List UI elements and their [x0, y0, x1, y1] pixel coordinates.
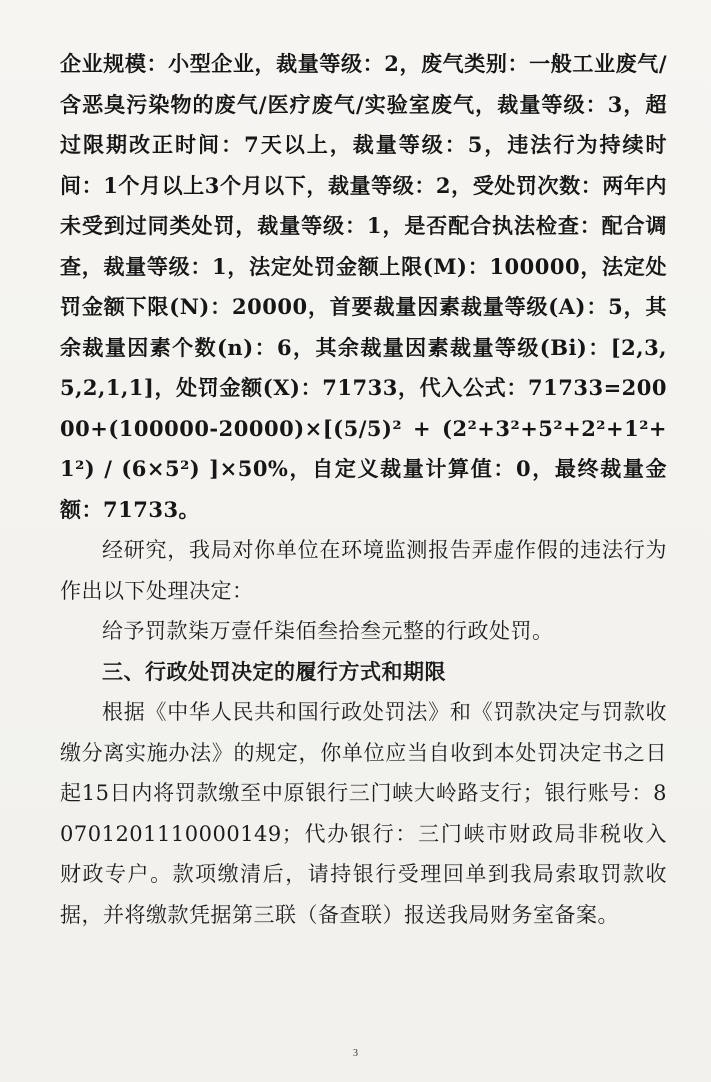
section-heading: 三、行政处罚决定的履行方式和期限 — [102, 658, 446, 684]
page-number: 3 — [353, 1048, 358, 1059]
decision-intro-paragraph: 经研究，我局对你单位在环境监测报告弄虚作假的违法行为作出以下处理决定： — [60, 538, 667, 603]
decision-paragraph: 给予罚款柒万壹仟柒佰叁拾叁元整的行政处罚。 — [102, 619, 554, 643]
payment-paragraph: 根据《中华人民共和国行政处罚法》和《罚款决定与罚款收缴分离实施办法》的规定，你单位应当自收到本处罚决定书之日起15日内将罚款缴至中原银行三门峡大岭路支行；银行账号：80701201110000149；代办银行：三门峡市财政局非税收入财政专户。款项缴清后，请持银行受理回单到我局索取罚款收据，并将缴款凭据第三联（备查联）报送我局财务室备案。 — [60, 700, 667, 927]
penalty-calculation-paragraph: 企业规模：小型企业，裁量等级：2，废气类别：一般工业废气/含恶臭污染物的废气/医疗废气/实验室废气，裁量等级：3，超过限期改正时间：7天以上，裁量等级：5，违法行为持续时间：1个月以上3个月以下，裁量等级：2，受处罚次数：两年内未受到过同类处罚，裁量等级：1，是否配合执法检查：配合调查，裁量等级：1，法定处罚金额上限(M)：100000，法定处罚金额下限(N)：20000，首要裁量因素裁量等级(A)：5，其余裁量因素个数(n)：6，其余裁量因素裁量等级(Bi)：[2,3,5,2,1,1]，处罚金额(X)：71733，代入公式：71733=20000+(100000-20000)×[(5/5)² + (2²+3²+5²+2²+1²+1²) / (6×5²) ]×50%，自定义裁量计算值：0，最终裁量金额：71733。 — [60, 51, 667, 522]
